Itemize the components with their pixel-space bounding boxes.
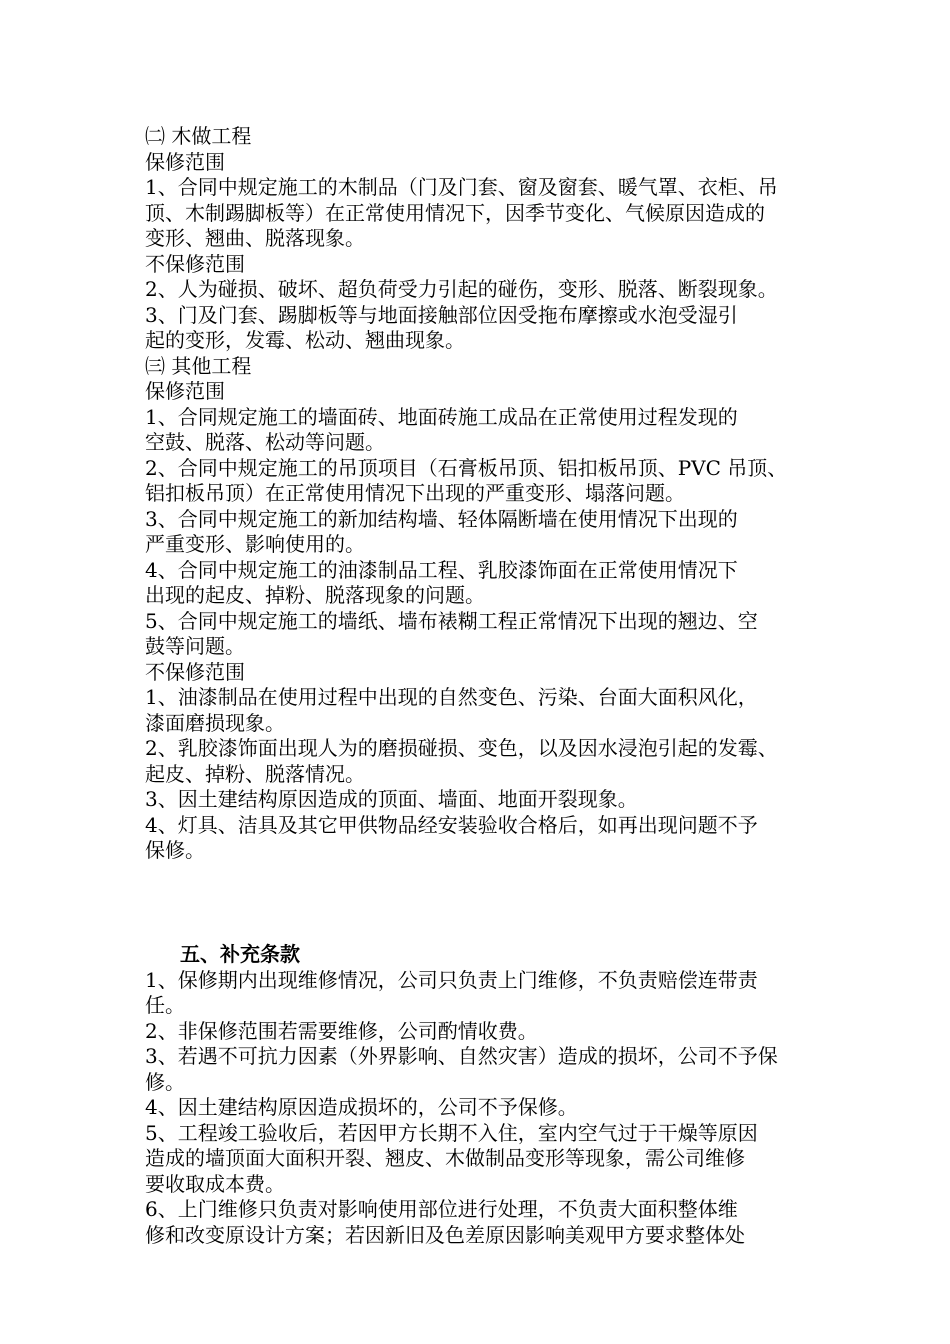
other-warranty-line: 鼓等问题。 — [145, 634, 245, 658]
section-spacer — [145, 864, 825, 940]
other-non-warranty-label: 不保修范围 — [145, 659, 245, 684]
other-warranty-line: 4、合同中规定施工的油漆制品工程、乳胶漆饰面在正常使用情况下 — [145, 557, 738, 582]
other-warranty-line: 3、合同中规定施工的新加结构墙、轻体隔断墙在使用情况下出现的 — [145, 506, 738, 531]
supplement-line: 修和改变原设计方案；若因新旧及色差原因影响美观甲方要求整体处 — [145, 1222, 745, 1247]
other-warranty-line: 2、合同中规定施工的吊顶项目（石膏板吊顶、铝扣板吊顶、PVC 吊顶、 — [145, 455, 788, 480]
other-warranty-scope-label: 保修范围 — [145, 379, 225, 403]
supplement-line: 2、非保修范围若需要维修，公司酌情收费。 — [145, 1018, 538, 1043]
supplement-line: 造成的墙顶面大面积开裂、翘皮、木做制品变形等现象，需公司维修 — [145, 1146, 745, 1170]
other-non-warranty-line: 起皮、掉粉、脱落情况。 — [145, 761, 365, 786]
wood-warranty-line: 1、合同中规定施工的木制品（门及门套、窗及窗套、暖气罩、衣柜、吊 — [145, 175, 778, 199]
other-warranty-line: 严重变形、影响使用的。 — [145, 532, 365, 556]
supplement-line: 3、若遇不可抗力因素（外界影响、自然灾害）造成的损坏，公司不予保 — [145, 1044, 778, 1068]
other-warranty-line: 5、合同中规定施工的墙纸、墙布裱糊工程正常情况下出现的翘边、空 — [145, 608, 758, 633]
supplement-line: 6、上门维修只负责对影响使用部位进行处理，不负责大面积整体维 — [145, 1197, 738, 1221]
wood-non-warranty-line: 3、门及门套、踢脚板等与地面接触部位因受拖布摩擦或水泡受湿引 — [145, 302, 738, 327]
wood-warranty-line: 顶、木制踢脚板等）在正常使用情况下，因季节变化、气候原因造成的 — [145, 200, 765, 225]
supplement-line: 要收取成本费。 — [145, 1171, 285, 1196]
other-non-warranty-line: 4、灯具、洁具及其它甲供物品经安装验收合格后，如再出现问题不予 — [145, 812, 758, 837]
wood-warranty-scope-label: 保修范围 — [145, 149, 225, 174]
supplement-line: 任。 — [145, 993, 185, 1017]
wood-non-warranty-label: 不保修范围 — [145, 251, 245, 276]
other-warranty-line: 铝扣板吊顶）在正常使用情况下出现的严重变形、塌落问题。 — [145, 481, 685, 505]
wood-warranty-line: 变形、翘曲、脱落现象。 — [145, 226, 365, 250]
wood-non-warranty-line: 2、人为碰损、破坏、超负荷受力引起的碰伤，变形、脱落、断裂现象。 — [145, 277, 778, 301]
supplement-line: 修。 — [145, 1069, 185, 1094]
document-page — [145, 124, 825, 1248]
supplement-line: 4、因土建结构原因造成损坏的，公司不予保修。 — [145, 1095, 578, 1119]
other-warranty-line: 出现的起皮、掉粉、脱落现象的问题。 — [145, 583, 485, 607]
other-warranty-line: 1、合同规定施工的墙面砖、地面砖施工成品在正常使用过程发现的 — [145, 404, 738, 429]
section-wood-title: ㈡ 木做工程 — [145, 124, 252, 148]
other-non-warranty-line: 保修。 — [145, 838, 205, 862]
wood-non-warranty-line: 起的变形，发霉、松动、翘曲现象。 — [145, 328, 465, 352]
supplement-line: 5、工程竣工验收后，若因甲方长期不入住，室内空气过于干燥等原因 — [145, 1120, 758, 1145]
other-non-warranty-line: 3、因土建结构原因造成的顶面、墙面、地面开裂现象。 — [145, 787, 638, 811]
section-other-title: ㈢ 其他工程 — [145, 353, 252, 378]
other-non-warranty-line: 漆面磨损现象。 — [145, 710, 285, 735]
other-non-warranty-line: 2、乳胶漆饰面出现人为的磨损碰损、变色，以及因水浸泡引起的发霉、 — [145, 736, 778, 760]
other-non-warranty-line: 1、油漆制品在使用过程中出现的自然变色、污染、台面大面积风化， — [145, 685, 758, 709]
section-supplement-title: 五、补充条款 — [180, 941, 300, 966]
supplement-line: 1、保修期内出现维修情况，公司只负责上门维修，不负责赔偿连带责 — [145, 967, 758, 992]
other-warranty-line: 空鼓、脱落、松动等问题。 — [145, 430, 385, 454]
